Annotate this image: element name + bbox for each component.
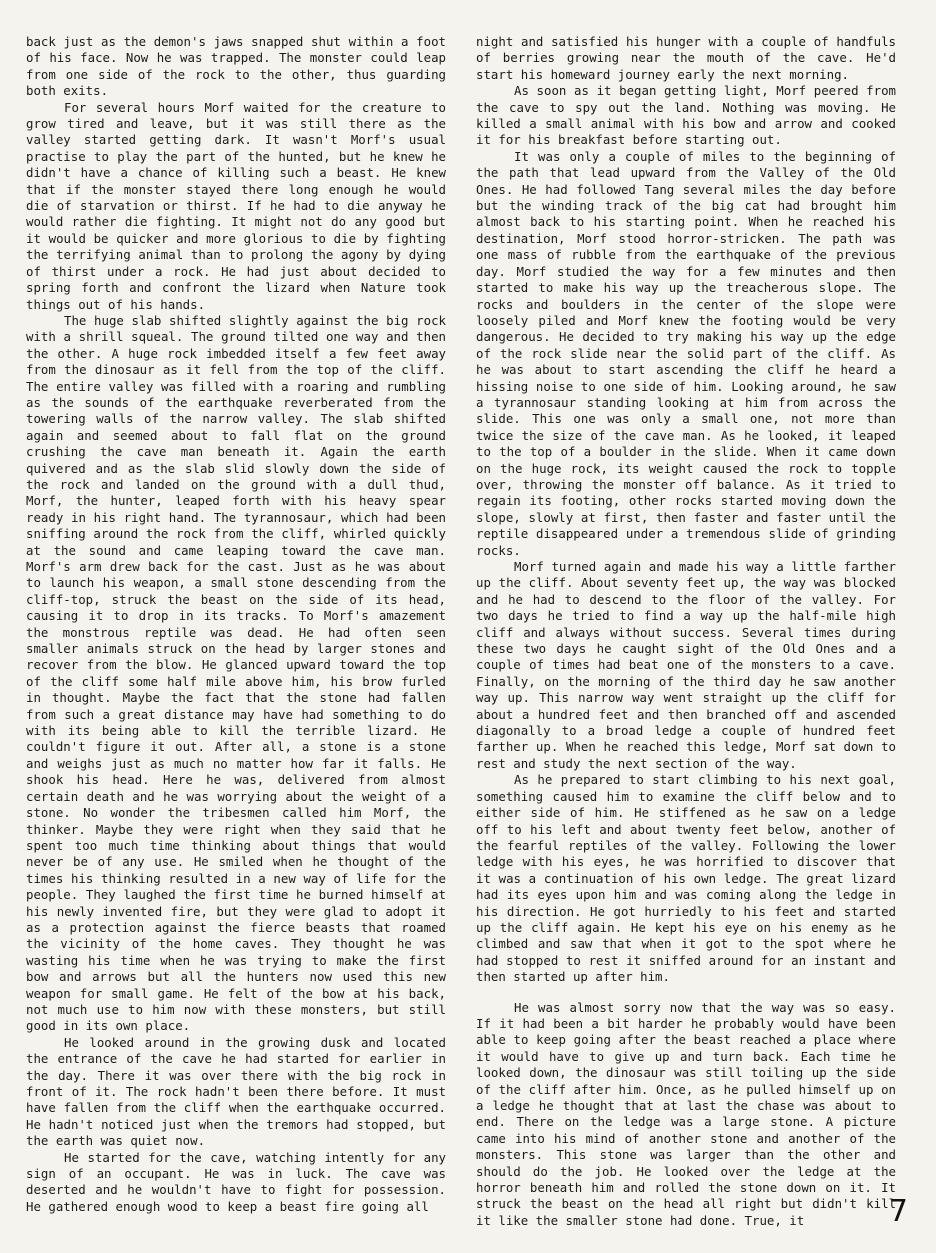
paragraph: back just as the demon's jaws snapped shut within a foot of his face. Now he was trapped. The monster could leap from one side of the rock to the other, thus guarding both exits.	[26, 34, 446, 99]
right-text-column	[476, 34, 896, 1229]
paragraph: Morf turned again and made his way a little farther up the cliff. About seventy feet up, the way was blocked and he had to descend to the floor of the valley. For two days he tried to find a way up the half-mile high cliff and always without success. Several times during these two days he caught sight of the Old Ones and a couple of times had beat one of the monsters to a cave. Finally, on the morning of the third day he saw another way up. This narrow way went straight up the cliff for about a hundred feet and then branched off and ascended diagonally to a broad ledge a couple of hundred feet farther up. When he reached this ledge, Morf sat down to rest and study the next section of the way.	[476, 559, 896, 771]
paragraph: For several hours Morf waited for the creature to grow tired and leave, but it was still there as the valley started getting dark. It wasn't Morf's usual practise to play the part of the hunted, but he knew he didn't have a chance of killing such a beast. He knew that if the monster stayed there long enough he would die of starvation or thirst. If he had to die anyway he would rather die fighting. It might not do any good but it would be quicker and more glorious to die by fighting the terrifying animal than to prolong the agony by dying of thirst under a rock. He had just about decided to spring forth and confront the lizard when Nature took things out of his hands.	[26, 99, 446, 312]
paragraph: He looked around in the growing dusk and located the entrance of the cave he had started for earlier in the day. There it was over there with the big rock in front of it. The rock hadn't been there before. It must have fallen from the cliff when the earthquake occurred. He hadn't noticed just when the tremors had stopped, but the earth was quiet now.	[26, 1034, 446, 1149]
paragraph: As he prepared to start climbing to his next goal, something caused him to examine the cliff below and to either side of him. He stiffened as he saw on a ledge off to his left and about twenty feet below, another of the fearful reptiles of the valley. Following the lower ledge with his eyes, he was horrified to discover that it was a continuation of his own ledge. The great lizard had its eyes upon him and was coming along the ledge in his direction. He got hurriedly to his feet and started up the cliff again. He kept his eye on his enemy as he climbed and saw that when it got to the spot where he had stopped to rest it sniffed around for an instant and then started up after him.	[476, 772, 896, 985]
paragraph: He started for the cave, watching intently for any sign of an occupant. He was in luck. The cave was deserted and he wouldn't have to fight for possession. He gathered enough wood to keep a beast fire going all	[26, 1149, 446, 1214]
paragraph: As soon as it began getting light, Morf peered from the cave to spy out the land. Nothing was moving. He killed a small animal with his bow and arrow and cooked it for his breakfast before starting out.	[476, 83, 896, 148]
paragraph: He was almost sorry now that the way was so easy. If it had been a bit harder he probably would have been able to keep going after the beast reached a place where it would have to give up and turn back. Each time he looked down, the dinosaur was still toiling up the side of the cliff after him. Once, as he pulled himself up on a ledge he thought that at last the chase was about to end. There on the ledge was a large stone. A picture came into his mind of another stone and another of the monsters. This stone was larger than the other and should do the job. He looked over the ledge at the horror beneath him and rolled the stone down on it. It struck the beast on the head all right but didn't kill it like the smaller stone had done. True, it	[476, 999, 896, 1228]
paragraph: night and satisfied his hunger with a couple of handfuls of berries growing near the mouth of the cave. He'd start his homeward journey early the next morning.	[476, 34, 896, 82]
paragraph: It was only a couple of miles to the beginning of the path that lead upward from the Valley of the Old Ones. He had followed Tang several miles the day before but the winding track of the big cat had brought him almost back to his starting point. When he reached his destination, Morf stood horror-stricken. The path was one mass of rubble from the earthquake of the previous day. Morf studied the way for a few minutes and then started to make his way up the treacherous slope. The rocks and boulders in the center of the slope were loosely piled and Morf knew the footing would be very dangerous. He decided to try making his way up the edge of the rock slide near the solid part of the cliff. As he was about to start ascending the cliff he heard a hissing noise to one side of him. Looking around, he saw a tyrannosaur standing looking at him from across the slide. This one was only a small one, not more than twice the size of the cave man. As he looked, it leaped to the top of a boulder in the slide. When it came down on the huge rock, its weight caused the rock to topple over, throwing the monster off balance. As it tried to regain its footing, other rocks started moving down the slope, slowly at first, then faster and faster until the reptile disappeared under a tremendous slide of grinding rocks.	[476, 148, 896, 558]
paragraph: The huge slab shifted slightly against the big rock with a shrill squeal. The ground tilted one way and then the other. A huge rock imbedded itself a few feet away from the dinosaur as it fell from the top of the cliff. The entire valley was filled with a roaring and rumbling as the sounds of the earthquake reverberated from the towering walls of the narrow valley. The slab shifted again and seemed about to fall flat on the ground crushing the cave man beneath it. Again the earth quivered and as the slab slid slowly down the side of the rock and landed on the ground with a dull thud, Morf, the hunter, leaped forth with his heavy spear ready in his right hand. The tyrannosaur, which had been sniffing around the rock from the cliff, whirled quickly at the sound and came leaping toward the cave man. Morf's arm drew back for the cast. Just as he was about to launch his weapon, a small stone descending from the cliff-top, struck the beast on the side of its head, causing it to drop in its tracks. To Morf's amazement the monstrous reptile was dead. He had often seen smaller animals struck on the head by larger stones and recover from the blow. He glanced upward toward the top of the cliff some half mile above him, his brow furled in thought. Maybe the fact that the stone had fallen from such a great distance may have had something to do with its being able to kill the terrible lizard. He couldn't figure it out. After all, a stone is a stone and weighs just as much no matter how far it falls. He shook his head. Here he was, delivered from almost certain death and he was worrying about the weight of a stone. No wonder the tribesmen called him Morf, the thinker. Maybe they were right when they said that he spent too much time thinking about things that would never be of any use. He smiled when he thought of the times his thinking resulted in a new way of life for the people. They laughed the first time he burned himself at his newly invented fire, but they were glad to adopt it as a protection against the fierce beasts that roamed the vicinity of the home caves. They thought he was wasting his time when he was trying to make the first bow and arrows but all the hunters now used this new weapon for small game. He felt of the bow at his back, not much use to him now with these monsters, but still good in its own place.	[26, 312, 446, 1034]
page-number: 7	[888, 1194, 908, 1229]
left-text-column	[26, 34, 446, 1215]
